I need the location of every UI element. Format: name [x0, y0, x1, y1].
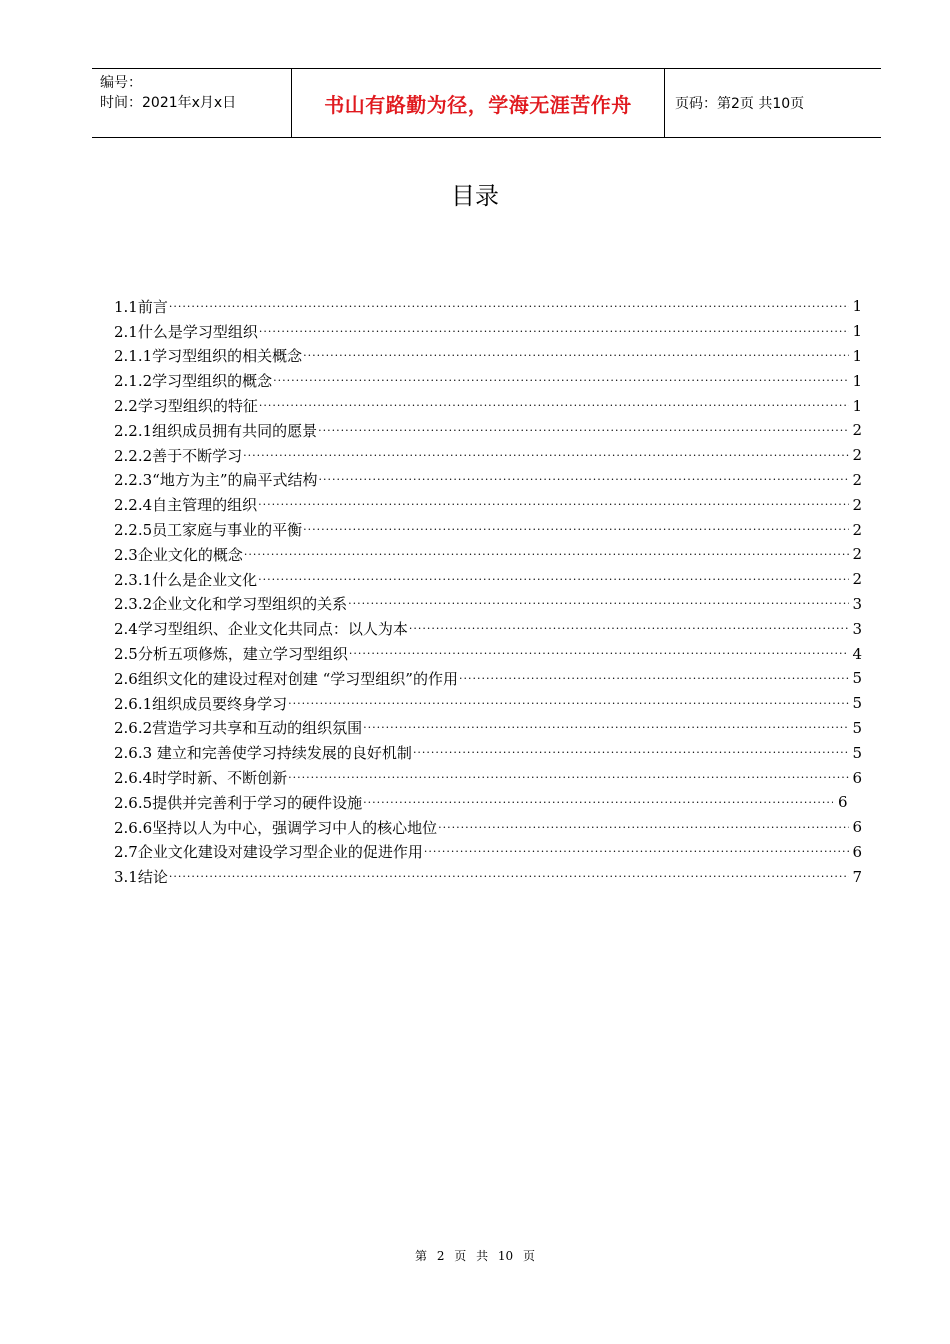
toc-dot-leader — [349, 647, 849, 660]
toc-entry-page-number: 1 — [852, 297, 862, 316]
number-label: 编号： — [100, 75, 142, 91]
toc-entry-page-number: 5 — [852, 669, 862, 688]
toc-entry-title: 2.6.3 建立和完善使学习持续发展的良好机制 — [114, 744, 412, 763]
toc-dot-leader — [348, 597, 849, 610]
toc-entry[interactable] — [114, 616, 862, 641]
toc-entry[interactable] — [114, 468, 862, 493]
page-footer: 第 2 页 共 10 页 — [415, 1249, 535, 1263]
toc-entry[interactable] — [114, 567, 862, 592]
toc-entry-title: 2.2.2善于不断学习 — [114, 446, 243, 465]
toc-dot-leader — [318, 424, 849, 437]
toc-dot-leader — [259, 325, 849, 338]
toc-entry[interactable] — [114, 790, 862, 815]
toc-entry[interactable] — [114, 592, 862, 617]
toc-entry-page-number: 6 — [838, 793, 848, 812]
header-meta — [92, 69, 292, 137]
toc-entry-page-number: 2 — [852, 545, 862, 564]
toc-entry-page-number: 6 — [852, 768, 862, 787]
toc-entry[interactable] — [114, 740, 862, 765]
toc-entry-page-number: 6 — [852, 842, 862, 861]
toc-entry[interactable] — [114, 294, 862, 319]
toc-entry-page-number: 4 — [852, 644, 862, 663]
page-header — [92, 68, 881, 138]
toc-entry-page-number: 2 — [852, 495, 862, 514]
toc-dot-leader — [424, 845, 849, 858]
toc-entry[interactable] — [114, 815, 862, 840]
toc-entry-title: 2.2.4自主管理的组织 — [114, 496, 258, 515]
toc-dot-leader — [273, 374, 849, 387]
toc-entry[interactable] — [114, 492, 862, 517]
toc-dot-leader — [363, 721, 849, 734]
toc-dot-leader — [258, 573, 849, 586]
toc-entry-page-number: 5 — [852, 743, 862, 762]
toc-entry-page-number: 1 — [852, 371, 862, 390]
table-of-contents — [114, 294, 862, 889]
toc-dot-leader — [303, 349, 849, 362]
toc-dot-leader — [169, 870, 849, 883]
toc-entry[interactable] — [114, 542, 862, 567]
header-page-info: 页码：第2页 共10页 — [675, 96, 805, 112]
toc-dot-leader — [288, 697, 849, 710]
page-title: 目录 — [451, 182, 499, 210]
toc-entry-page-number: 1 — [852, 396, 862, 415]
toc-entry-title: 2.6组织文化的建设过程对创建 “学习型组织”的作用 — [114, 669, 458, 688]
toc-entry-title: 2.4学习型组织、企业文化共同点：以人为本 — [114, 620, 408, 639]
toc-entry[interactable] — [114, 864, 862, 889]
toc-entry[interactable] — [114, 765, 862, 790]
toc-entry-page-number: 1 — [852, 346, 862, 365]
toc-entry[interactable] — [114, 666, 862, 691]
toc-entry-page-number: 2 — [852, 470, 862, 489]
toc-entry[interactable] — [114, 641, 862, 666]
toc-entry[interactable] — [114, 344, 862, 369]
toc-dot-leader — [243, 449, 849, 462]
toc-entry-title: 3.1结论 — [114, 868, 168, 887]
toc-dot-leader — [438, 821, 849, 834]
toc-entry[interactable] — [114, 517, 862, 542]
toc-dot-leader — [288, 771, 849, 784]
toc-entry[interactable] — [114, 319, 862, 344]
toc-entry-title: 1.1前言 — [114, 297, 168, 316]
toc-entry-page-number: 3 — [852, 619, 862, 638]
toc-dot-leader — [363, 796, 833, 809]
toc-dot-leader — [413, 746, 849, 759]
toc-entry-title: 2.3企业文化的概念 — [114, 545, 243, 564]
toc-entry-title: 2.1什么是学习型组织 — [114, 322, 258, 341]
toc-entry-title: 2.1.1学习型组织的相关概念 — [114, 347, 303, 366]
toc-dot-leader — [303, 523, 849, 536]
toc-entry-title: 2.1.2学习型组织的概念 — [114, 372, 273, 391]
toc-entry-page-number: 6 — [852, 818, 862, 837]
toc-entry-title: 2.3.1什么是企业文化 — [114, 570, 258, 589]
toc-entry[interactable] — [114, 443, 862, 468]
toc-entry-page-number: 2 — [852, 446, 862, 465]
toc-entry-title: 2.6.6坚持以人为中心，强调学习中人的核心地位 — [114, 818, 438, 837]
toc-entry-page-number: 5 — [852, 718, 862, 737]
toc-entry-page-number: 2 — [852, 421, 862, 440]
toc-entry[interactable] — [114, 393, 862, 418]
toc-dot-leader — [259, 399, 849, 412]
toc-dot-leader — [319, 473, 849, 486]
toc-entry[interactable] — [114, 840, 862, 865]
time-label: 时间：2021年x月x日 — [100, 95, 237, 111]
toc-entry-page-number: 2 — [852, 520, 862, 539]
toc-dot-leader — [459, 672, 849, 685]
toc-dot-leader — [258, 498, 849, 511]
toc-entry-title: 2.6.5提供并完善利于学习的硬件设施 — [114, 793, 363, 812]
toc-entry-page-number: 7 — [852, 867, 862, 886]
toc-entry-title: 2.2.3“地方为主”的扁平式结构 — [114, 471, 318, 490]
toc-dot-leader — [244, 548, 849, 561]
toc-entry-title: 2.6.2营造学习共享和互动的组织氛围 — [114, 719, 363, 738]
toc-entry[interactable] — [114, 691, 862, 716]
toc-entry-title: 2.5分析五项修炼，建立学习型组织 — [114, 645, 348, 664]
toc-entry-title: 2.6.1组织成员要终身学习 — [114, 694, 288, 713]
toc-dot-leader — [409, 622, 849, 635]
header-motto: 书山有路勤为径，学海无涯苦作舟 — [292, 69, 665, 137]
toc-entry-title: 2.3.2企业文化和学习型组织的关系 — [114, 595, 348, 614]
toc-entry[interactable] — [114, 418, 862, 443]
toc-entry-title: 2.7企业文化建设对建设学习型企业的促进作用 — [114, 843, 423, 862]
toc-entry-title: 2.2.1组织成员拥有共同的愿景 — [114, 421, 318, 440]
toc-entry[interactable] — [114, 368, 862, 393]
toc-entry-page-number: 1 — [852, 322, 862, 341]
toc-dot-leader — [169, 300, 849, 313]
toc-entry-page-number: 2 — [852, 570, 862, 589]
toc-entry[interactable] — [114, 716, 862, 741]
toc-entry-page-number: 3 — [852, 594, 862, 613]
toc-entry-title: 2.2学习型组织的特征 — [114, 397, 258, 416]
toc-entry-title: 2.2.5员工家庭与事业的平衡 — [114, 521, 303, 540]
toc-entry-title: 2.6.4时学时新、不断创新 — [114, 769, 288, 788]
toc-entry-page-number: 5 — [852, 694, 862, 713]
